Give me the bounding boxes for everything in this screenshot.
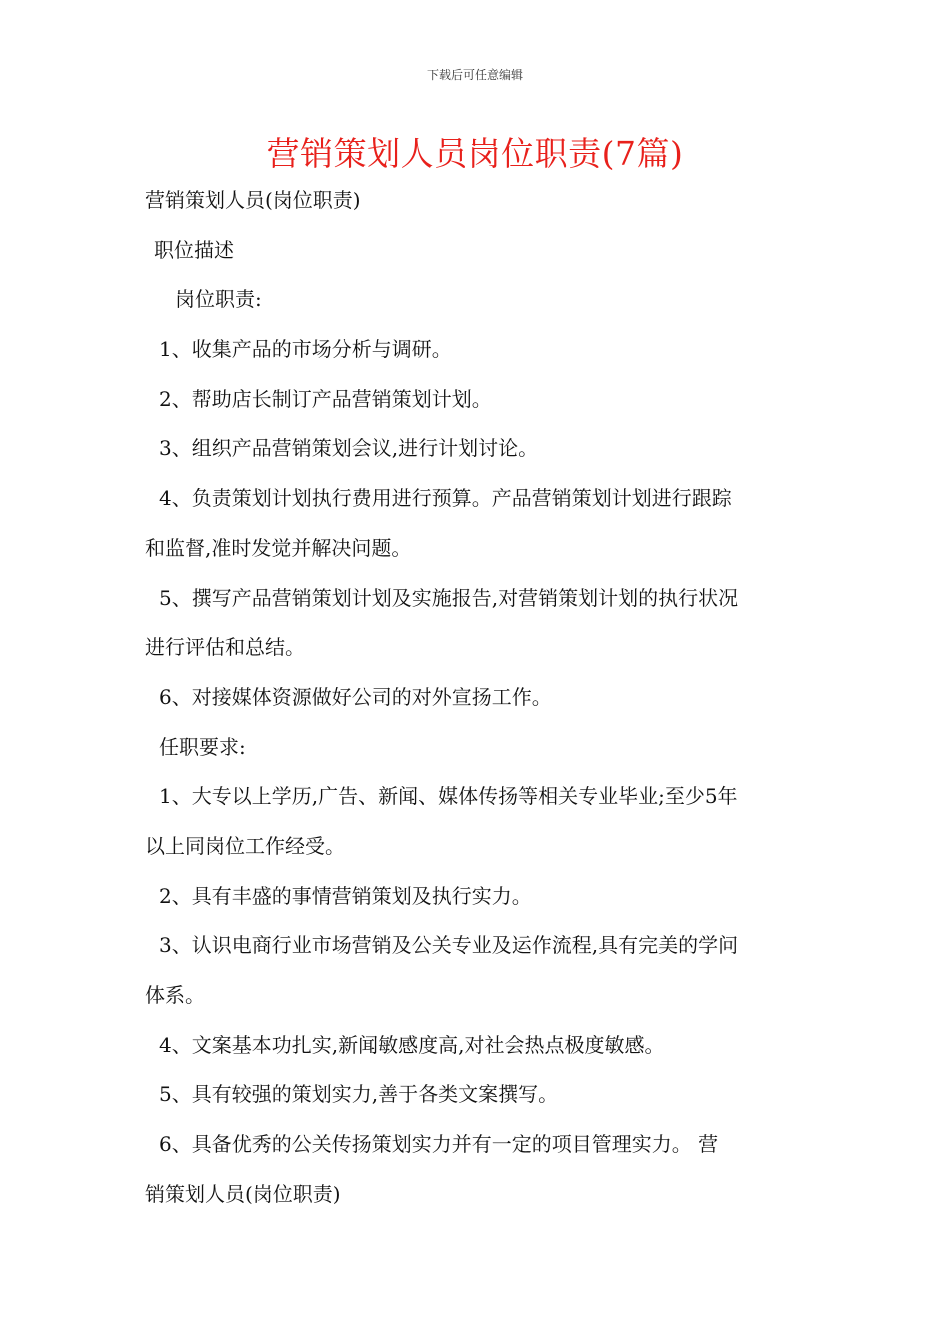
document-body [145, 176, 810, 1219]
list-item: 6、对接媒体资源做好公司的对外宣扬工作。 [159, 684, 552, 709]
list-item-continuation: 进行评估和总结。 [145, 635, 305, 660]
list-item: 2、帮助店长制订产品营销策划计划。 [159, 386, 492, 411]
list-item-continuation: 销策划人员(岗位职责) [145, 1181, 341, 1206]
subheading-requirements: 任职要求: [159, 734, 246, 759]
list-item: 4、文案基本功扎实,新闻敏感度高,对社会热点极度敏感。 [159, 1032, 665, 1057]
list-item: 1、收集产品的市场分析与调研。 [159, 337, 452, 362]
list-item: 3、组织产品营销策划会议,进行计划讨论。 [159, 436, 539, 461]
list-item-continuation: 以上同岗位工作经受。 [145, 833, 345, 858]
list-item-continuation: 体系。 [145, 983, 205, 1007]
subheading-responsibilities: 岗位职责: [175, 287, 262, 312]
list-item: 2、具有丰盛的事情营销策划及执行实力。 [159, 883, 532, 908]
subheading-job-description: 职位描述 [154, 237, 234, 262]
list-item: 6、具备优秀的公关传扬策划实力并有一定的项目管理实力。 营 [159, 1132, 719, 1157]
list-item: 3、认识电商行业市场营销及公关专业及运作流程,具有完美的学问 [159, 933, 739, 958]
header-note: 下载后可任意编辑 [426, 68, 523, 82]
list-item: 5、撰写产品营销策划计划及实施报告,对营销策划计划的执行状况 [159, 585, 739, 610]
list-item: 4、负责策划计划执行费用进行预算。产品营销策划计划进行跟踪 [159, 486, 732, 511]
section-heading: 营销策划人员(岗位职责) [145, 188, 361, 212]
list-item-continuation: 和监督,准时发觉并解决问题。 [145, 535, 412, 560]
document-title: 营销策划人员岗位职责(7篇) [266, 134, 684, 173]
list-item: 1、大专以上学历,广告、新闻、媒体传扬等相关专业毕业;至少5年 [159, 784, 738, 809]
list-item: 5、具有较强的策划实力,善于各类文案撰写。 [159, 1082, 559, 1107]
